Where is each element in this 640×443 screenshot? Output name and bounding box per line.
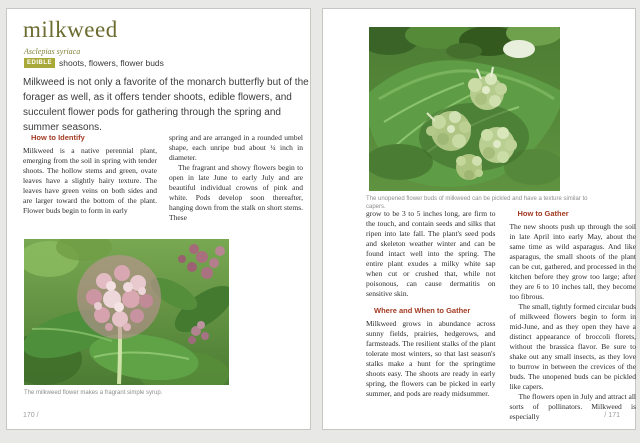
- intro-paragraph: Milkweed is not only a favorite of the monarch butterfly but of the forager as well, as it offers tender shoots, edible flowers, and succulent flower pods for gathering through the spring and summer seasons.: [23, 77, 309, 133]
- how-to-gather-text: The small, tightly formed circular buds of milkweed flowers begin to form in mid-June, and as they open they have a distinct appearance of broccoli florets, without the brassica flavor. Be sure to shake out any small insects, as they love to burrow in between the crevices of the buds. The unopened buds can be pickled like capers.: [509, 302, 636, 391]
- right-page: [322, 8, 636, 430]
- page-number: / 171: [604, 412, 620, 419]
- how-to-gather-heading: How to Gather: [517, 209, 569, 218]
- milkweed-buds-photo: [369, 27, 560, 191]
- identify-heading: How to Identify: [31, 133, 85, 142]
- page-number: 170 /: [23, 412, 39, 419]
- edibility-row: [24, 58, 164, 68]
- pods-continued-text: grow to be 3 to 5 inches long, are firm to the touch, and contain seeds and silks that ripen into late fall. The plant's seed pods and skeleton weather winter and can be found intact well into the spring. The entire plant exudes a milky white sap when cut or crushed that, while not poisonous, can cause dermatitis on sensitive skin.: [366, 209, 496, 298]
- gather-column-1: [366, 209, 495, 422]
- where-when-heading: Where and When to Gather: [374, 306, 471, 315]
- edible-badge: EDIBLE: [24, 58, 55, 68]
- identify-text: spring and are arranged in a rounded umbel shape, each unripe bud about ¼ inch in diameter.: [169, 133, 303, 162]
- how-to-gather-text: The flowers open in July and attract all sorts of pollinators. Milkweed is especially: [509, 392, 636, 421]
- identify-text: The fragrant and showy flowers begin to open in late June to early July and are beautiful individual crowns of pink and white. Pods develop soon thereafter, hanging down from the stalk on short stems. These: [169, 163, 303, 222]
- bud-cluster-bottom: [456, 154, 483, 180]
- page-title: milkweed: [23, 17, 118, 42]
- identify-text: Milkweed is a native perennial plant, emerging from the soil in spring with tender shoots. The hollow stems and green, ovate leaves have a slightly hairy texture. The leaves have green veins on both sides and are larger toward the bottom of the plant. Flower buds begin to form in early: [23, 146, 157, 215]
- flower-cluster-main: [77, 255, 161, 339]
- gather-column-2: [509, 209, 636, 422]
- milkweed-flower-photo: [24, 239, 229, 385]
- how-to-gather-text: The new shoots push up through the soil in late April into early May, about the same time as wild asparagus. And like asparagus, the small shoots of the plant can be cut, gathered, and processed in the kitchen before they grow too large; after they are 6 to 10 inches tall, they become too fibrous.: [509, 222, 636, 301]
- identify-column-1: [23, 133, 157, 223]
- milkweed-buds-illustration: [369, 27, 560, 191]
- milkweed-flower-illustration: [24, 239, 229, 385]
- latin-name: Asclepias syriaca: [24, 47, 81, 56]
- identify-column-2: [169, 133, 303, 223]
- photo-caption: The milkweed flower makes a fragrant simple syrup.: [24, 390, 163, 396]
- left-page: [6, 8, 311, 430]
- edible-parts-list: shoots, flowers, flower buds: [59, 58, 164, 68]
- photo-caption: The unopened flower buds of milkweed can be pickled and have a texture similar to capers.: [366, 196, 588, 210]
- gather-columns: [366, 209, 636, 422]
- identify-columns: [23, 133, 303, 223]
- where-when-text: Milkweed grows in abundance across sunny fields, prairies, hedgerows, and farmsteads. The resilient stalks of the plant tolerate most winters, so that last season's stalks make a hunt for the springtime shoots easy. The shoots are ready in early spring, the flowers can be picked in early summer, and pods are ready midsummer.: [366, 319, 496, 398]
